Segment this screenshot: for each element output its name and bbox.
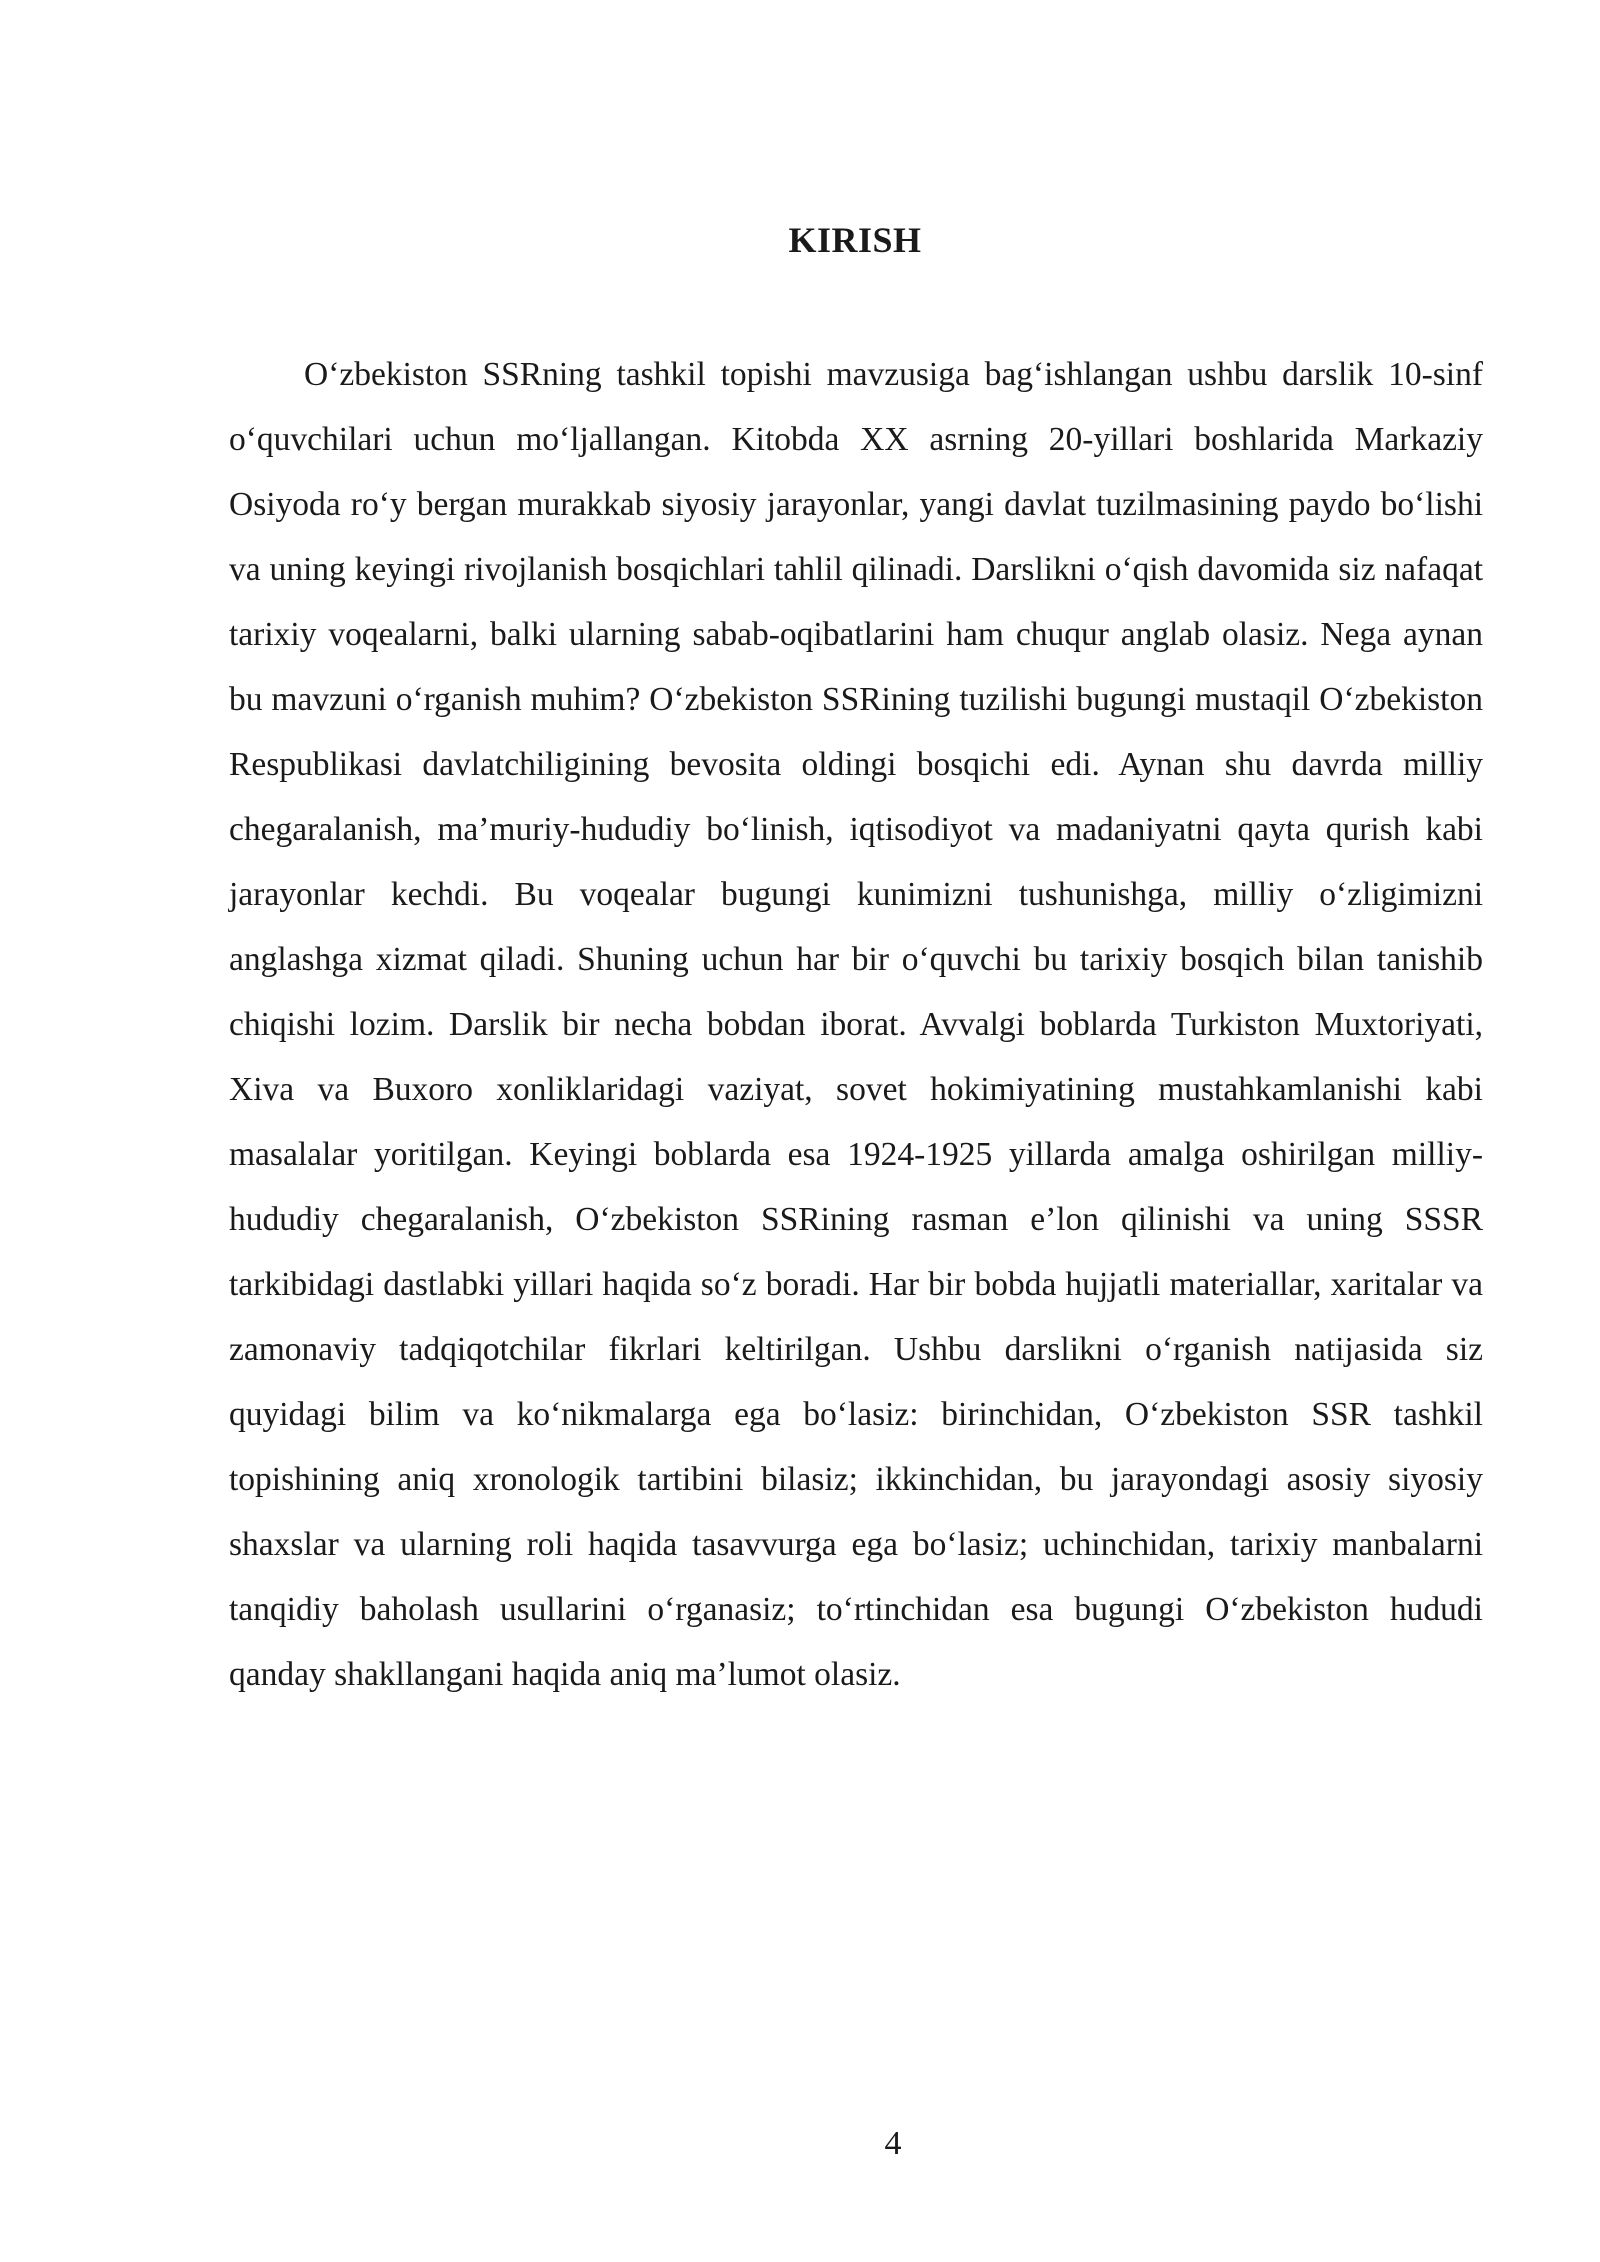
page-number: 4 <box>884 2125 902 2162</box>
section-heading: KIRISH <box>788 220 922 260</box>
intro-paragraph: O‘zbekiston SSRning tashkil topishi mavzusiga bag‘ishlangan ushbu darslik 10-sinf o‘quvchilari uchun mo‘ljallangan. Kitobda XX asrning 20-yillari boshlarida Markaziy Osiyoda ro‘y bergan murakkab siyosiy jarayonlar, yangi davlat tuzilmasining paydo bo‘lishi va uning keyingi rivojlanish bosqichlari tahlil qilinadi. Darslikni o‘qish davomida siz nafaqat tarixiy voqealarni, balki ularning sabab-oqibatlarini ham chuqur anglab olasiz. Nega aynan bu mavzuni o‘rganish muhim? O‘zbekiston SSRining tuzilishi bugungi mustaqil O‘zbekiston Respublikasi davlatchiligining bevosita oldingi bosqichi edi. Aynan shu davrda milliy chegaralanish, ma’muriy-hududiy bo‘linish, iqtisodiyot va madaniyatni qayta qurish kabi jarayonlar kechdi. Bu voqealar bugungi kunimizni tushunishga, milliy o‘zligimizni anglashga xizmat qiladi. Shuning uchun har bir o‘quvchi bu tarixiy bosqich bilan tanishib chiqishi lozim. Darslik bir necha bobdan iborat. Avvalgi boblarda Turkiston Muxtoriyati, Xiva va Buxoro xonliklaridagi vaziyat, sovet hokimiyatining mustahkamlanishi kabi masalalar yoritilgan. Keyingi boblarda esa 1924-1925 yillarda amalga oshirilgan milliy-hududiy chegaralanish, O‘zbekiston SSRining rasman e’lon qilinishi va uning SSSR tarkibidagi dastlabki yillari haqida so‘z boradi. Har bir bobda hujjatli materiallar, xaritalar va zamonaviy tadqiqotchilar fikrlari keltirilgan. Ushbu darslikni o‘rganish natijasida siz quyidagi bilim va ko‘nikmalarga ega bo‘lasiz: birinchidan, O‘zbekiston SSR tashkil topishining aniq xronologik tartibini bilasiz; ikkinchidan, bu jarayondagi asosiy siyosiy shaxslar va ularning roli haqida tasavvurga ega bo‘lasiz; uchinchidan, tarixiy manbalarni tanqidiy baholash usullarini o‘rganasiz; to‘rtinchidan esa bugungi O‘zbekiston hududi qanday shakllangani haqida aniq ma’lumot olasiz. <box>229 356 1483 1693</box>
